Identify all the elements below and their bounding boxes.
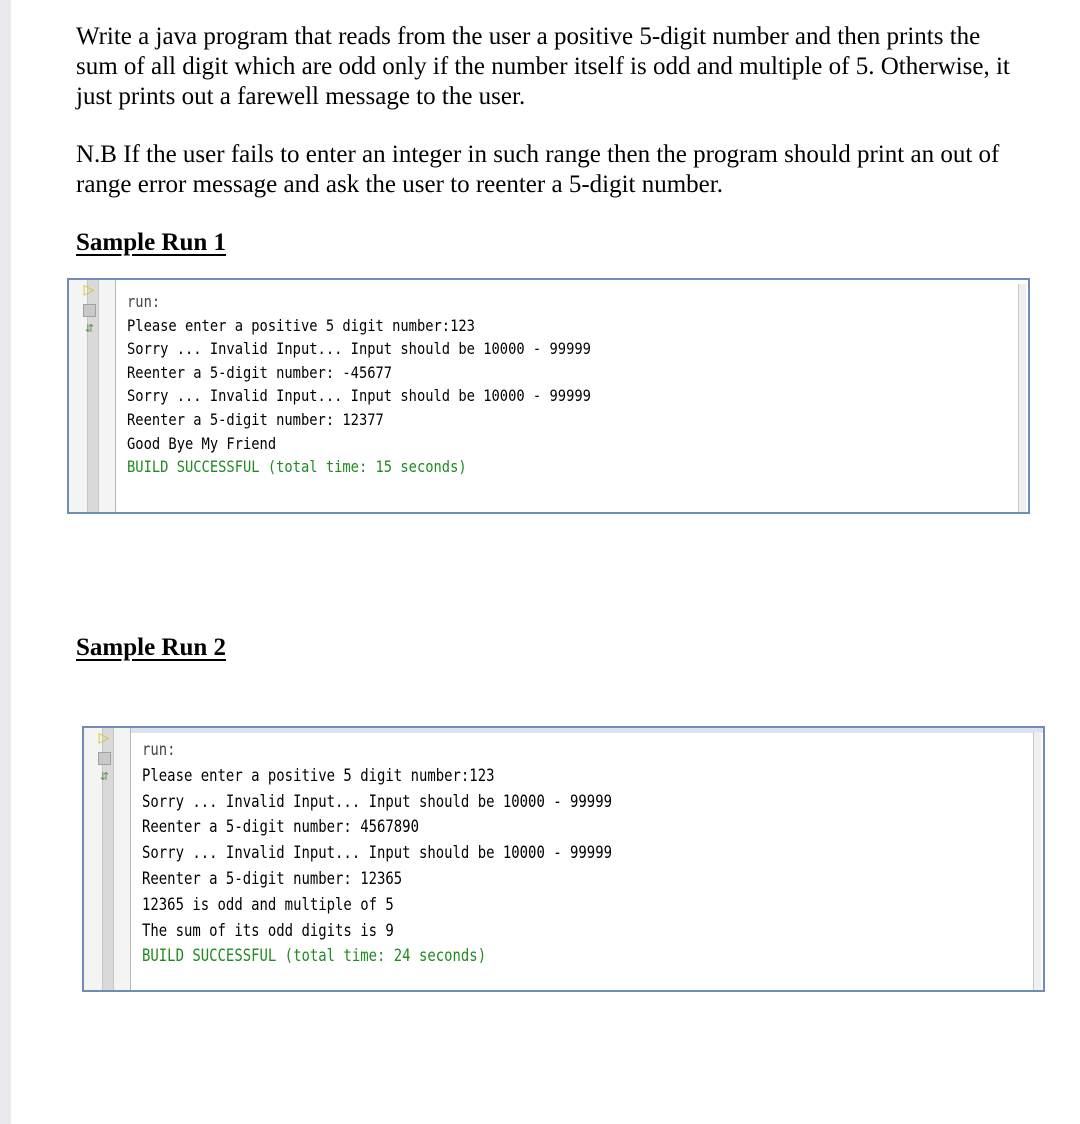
console-line: The sum of its odd digits is 9: [142, 920, 394, 941]
console-line: Sorry ... Invalid Input... Input should be 10000 - 99999: [127, 386, 591, 406]
console-output: [127, 290, 591, 479]
stop-icon[interactable]: [96, 750, 112, 766]
problem-statement-line-3: just prints out a farewell message to the user.: [76, 83, 526, 110]
console-scrollbar[interactable]: [1018, 284, 1026, 512]
console-line: Sorry ... Invalid Input... Input should be 10000 - 99999: [142, 791, 612, 812]
console-line: Reenter a 5-digit number: 12365: [142, 868, 403, 889]
note-paragraph: [76, 140, 1051, 200]
console-line: Reenter a 5-digit number: -45677: [127, 362, 393, 382]
sample-run-2-console: [82, 726, 1045, 992]
console-top-bar: [130, 728, 1043, 733]
note-line-2: range error message and ask the user to reenter a 5-digit number.: [76, 171, 723, 198]
console-line: run:: [142, 740, 176, 760]
io-icon[interactable]: ⇵: [84, 321, 94, 335]
console-line: Good Bye My Friend: [127, 433, 277, 453]
problem-statement-line-1: Write a java program that reads from the user a positive 5-digit number and then prints the: [76, 23, 981, 50]
problem-statement-line-2: sum of all digit which are odd only if the number itself is odd and multiple of 5. Otherwise, it: [76, 53, 1010, 80]
console-line: Please enter a positive 5 digit number:123: [142, 765, 495, 786]
console-output: [142, 738, 612, 970]
build-status-line: BUILD SUCCESSFUL (total time: 15 seconds): [127, 457, 467, 477]
build-status-line: BUILD SUCCESSFUL (total time: 24 seconds): [142, 946, 487, 967]
console-gutter: [69, 280, 116, 512]
console-line: Reenter a 5-digit number: 12377: [127, 409, 384, 429]
console-line: Please enter a positive 5 digit number:123: [127, 315, 475, 335]
run-icon[interactable]: ▷: [83, 282, 95, 298]
stop-icon[interactable]: [81, 302, 97, 318]
run-icon[interactable]: ▷: [98, 730, 110, 746]
sample-run-1-heading: Sample Run 1: [76, 229, 227, 256]
console-gutter: [84, 728, 131, 990]
sample-run-1-console: [67, 278, 1030, 514]
io-icon[interactable]: ⇵: [99, 769, 109, 783]
note-line-1: N.B If the user fails to enter an integer in such range then the program should print an out of: [76, 141, 1000, 168]
console-line: 12365 is odd and multiple of 5: [142, 894, 394, 915]
console-scrollbar[interactable]: [1033, 732, 1041, 990]
console-line: Sorry ... Invalid Input... Input should be 10000 - 99999: [142, 843, 612, 864]
sample-run-2-heading: Sample Run 2: [76, 634, 227, 661]
problem-statement: [76, 22, 1051, 112]
console-line: Sorry ... Invalid Input... Input should be 10000 - 99999: [127, 339, 591, 359]
page-left-margin: [0, 0, 11, 1124]
console-line: Reenter a 5-digit number: 4567890: [142, 817, 419, 838]
console-line: run:: [127, 292, 161, 311]
